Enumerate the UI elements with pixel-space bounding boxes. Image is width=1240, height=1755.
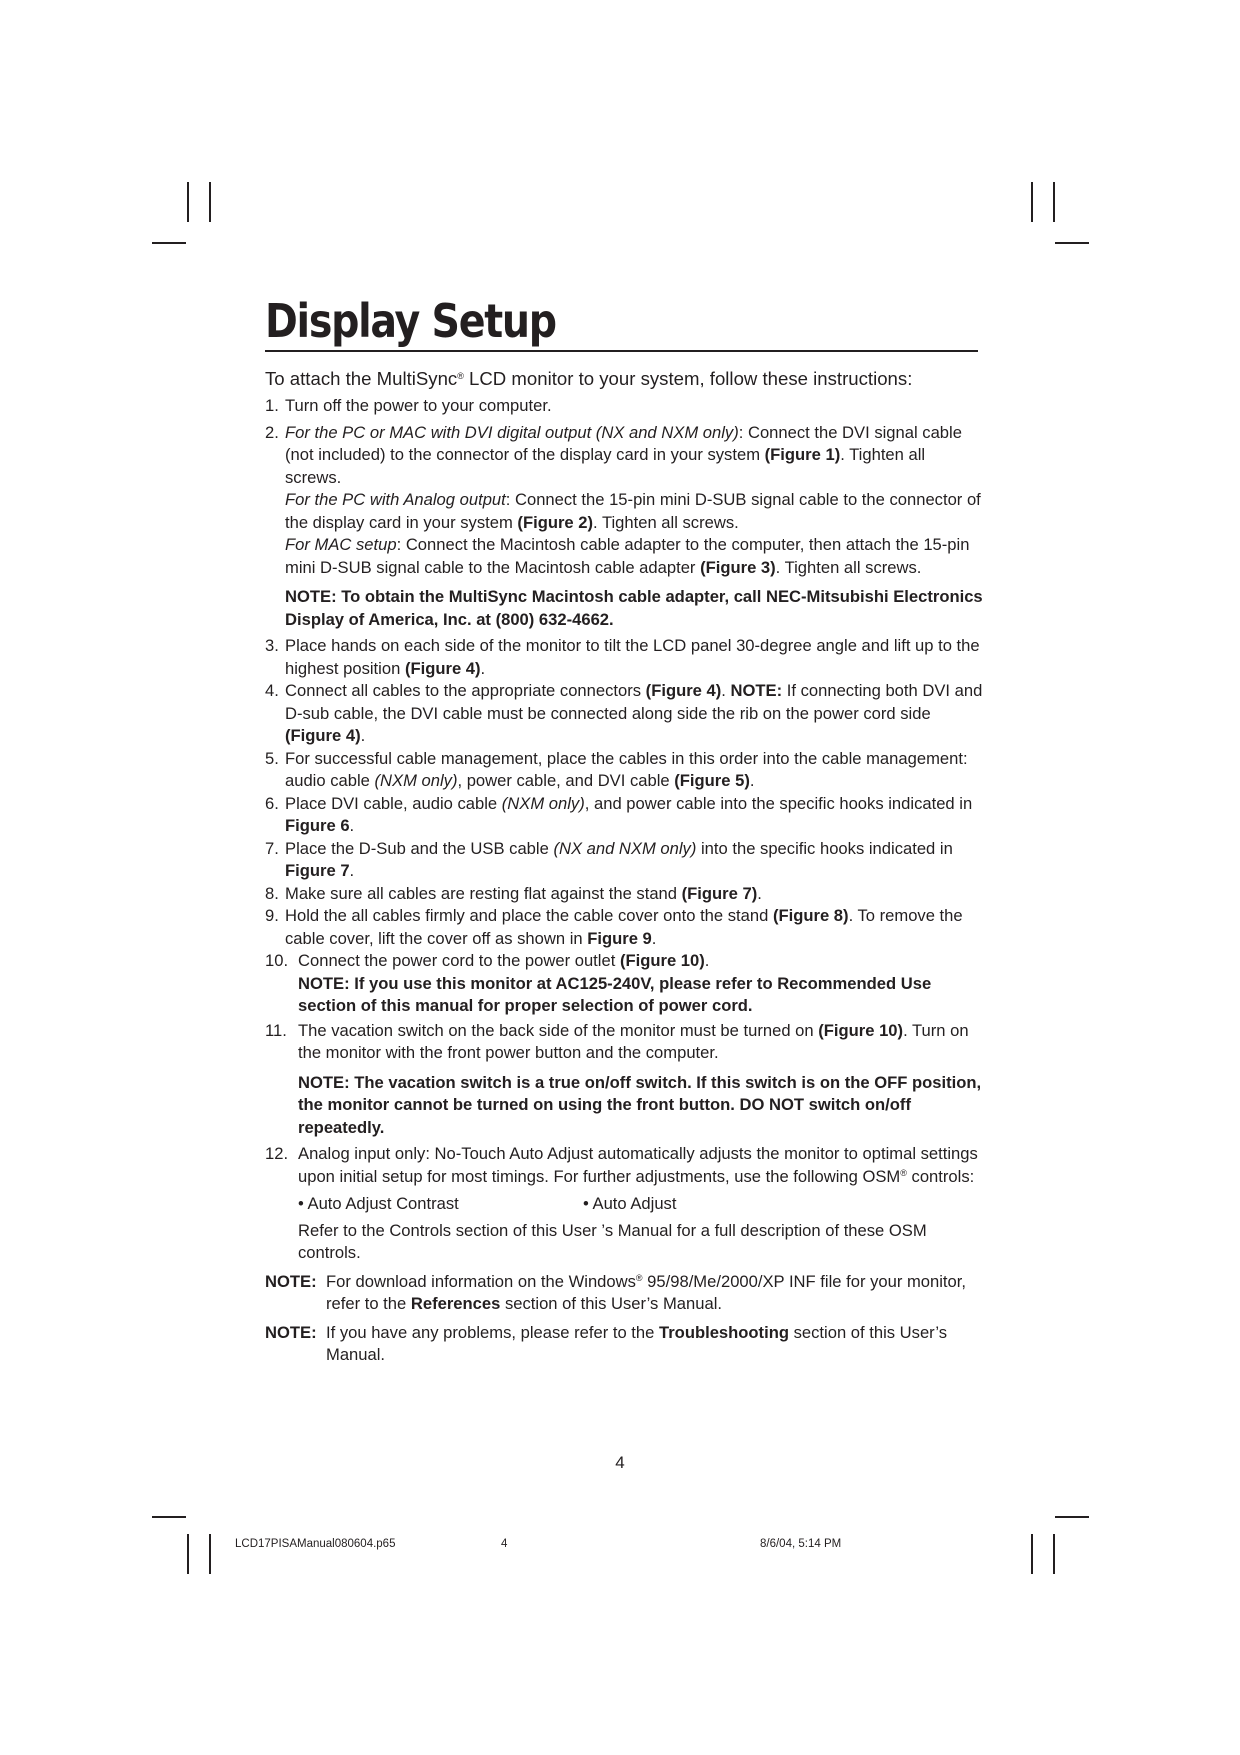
crop-mark (1031, 1534, 1033, 1574)
bullet-auto-adjust: • Auto Adjust (583, 1194, 677, 1213)
step-3: 3. Place hands on each side of the monitor to tilt the LCD panel 30-degree angle and lift up to the highest position (Figure 4). (265, 636, 980, 678)
crop-mark (152, 242, 186, 244)
step-10-note: NOTE: If you use this monitor at AC125-240V, please refer to Recommended Use section of this manual for proper selection of power cord. (298, 973, 932, 1015)
step-2-analog: For the PC with Analog output: Connect the 15-pin mini D-SUB signal cable to the connector of the display card in your system (Figure 2). Tighten all screws. (285, 490, 981, 532)
note-troubleshooting: NOTE: If you have any problems, please refer to the Troubleshooting section of this User’s Manual. (265, 1322, 947, 1364)
step-10: 10. Connect the power cord to the power outlet (Figure 10). NOTE: If you use this monitor at AC125-240V, please refer to Recommended Use section of this manual for proper selection of power cord. (265, 950, 985, 1018)
step-2: 2. For the PC or MAC with DVI digital output (NX and NXM only): Connect the DVI signal cable (not included) to the connector of the display card in your system (Figure 1). Tighten all screws. For the PC with Analog output: Connect the 15-pin mini D-SUB signal cable to the connector of the display card in your system (Figure 2). Tighten all screws. For MAC setup: Connect the Macintosh cable adapter to the computer, then attach the 15-pin mini D-SUB signal cable to the Macintosh cable adapter (Figure 3). Tighten all screws. NOTE: To obtain the MultiSync Macintosh cable adapter, call NEC-Mitsubishi Electronics Display of America, Inc. at (800) 632-4662. (265, 422, 985, 632)
crop-mark (1055, 1516, 1089, 1518)
crop-mark (1031, 182, 1033, 222)
bullet-auto-adjust-contrast: • Auto Adjust Contrast (298, 1194, 459, 1213)
crop-mark (187, 182, 189, 222)
footer-page: 4 (501, 1538, 508, 1550)
osm-bullets (298, 1193, 985, 1216)
page-title: Display Setup (265, 294, 556, 348)
step-9: 9. Hold the all cables firmly and place the cable cover onto the stand (Figure 8). To remove the cable cover, lift the cover off as shown in Figure 9. (265, 906, 963, 948)
crop-mark (152, 1516, 186, 1518)
step-7: 7. Place the D-Sub and the USB cable (NX and NXM only) into the specific hooks indicated in Figure 7. (265, 838, 953, 880)
crop-mark (187, 1534, 189, 1574)
footer-filename: LCD17PISAManual080604.p65 (235, 1538, 396, 1550)
page-body (265, 366, 985, 1367)
step-12: 12. Analog input only: No-Touch Auto Adjust automatically adjusts the monitor to optimal settings upon initial setup for most timings. For further adjustments, use the following OSM® controls: • Auto Adjust Contrast • Auto Adjust Refer to the Controls section of this User ’s Manual for a full description of these OSM controls. (265, 1143, 985, 1265)
crop-mark (209, 182, 211, 222)
step-4: 4. Connect all cables to the appropriate connectors (Figure 4). NOTE: If connecting both DVI and D-sub cable, the DVI cable must be connected along side the rib on the power cord side (Figure 4). (265, 681, 983, 745)
note-download: NOTE: For download information on the Windows® 95/98/Me/2000/XP INF file for your monitor, refer to the References section of this User’s Manual. (265, 1271, 966, 1313)
footer-datetime: 8/6/04, 5:14 PM (760, 1538, 842, 1550)
intro-text: To attach the MultiSync® LCD monitor to your system, follow these instructions: (265, 368, 913, 389)
step-5: 5. For successful cable management, place the cables in this order into the cable management: audio cable (NXM only), power cable, and DVI cable (Figure 5). (265, 748, 968, 790)
step-11: 11. The vacation switch on the back side of the monitor must be turned on (Figure 10). Turn on the monitor with the front power button and the computer. NOTE: The vacation switch is a true on/off switch. If this switch is on the OFF position, the monitor cannot be turned on using the front button. DO NOT switch on/off repeatedly. (265, 1020, 985, 1140)
step-8: 8. Make sure all cables are resting flat against the stand (Figure 7). (265, 883, 762, 903)
step-2-note: NOTE: To obtain the MultiSync Macintosh cable adapter, call NEC-Mitsubishi Electronics Display of America, Inc. at (800) 632-4662. (285, 587, 983, 629)
crop-mark (1055, 242, 1089, 244)
step-6: 6. Place DVI cable, audio cable (NXM only), and power cable into the specific hooks indicated in Figure 6. (265, 793, 973, 835)
crop-mark (1053, 182, 1055, 222)
page-number: 4 (615, 1453, 625, 1472)
step-2-dvi: For the PC or MAC with DVI digital output (NX and NXM only): Connect the DVI signal cable (not included) to the connector of the display card in your system (Figure 1). Tighten all screws. (285, 422, 962, 487)
step-1: 1. Turn off the power to your computer. (265, 396, 552, 415)
title-rule (265, 350, 978, 352)
step-12-refer: Refer to the Controls section of this User ’s Manual for a full description of these OSM controls. (298, 1220, 927, 1262)
crop-mark (209, 1534, 211, 1574)
step-11-note: NOTE: The vacation switch is a true on/off switch. If this switch is on the OFF position, the monitor cannot be turned on using the front button. DO NOT switch on/off repeatedly. (298, 1072, 982, 1137)
crop-mark (1053, 1534, 1055, 1574)
step-2-mac: For MAC setup: Connect the Macintosh cable adapter to the computer, then attach the 15-pin mini D-SUB signal cable to the Macintosh cable adapter (Figure 3). Tighten all screws. (285, 535, 970, 577)
